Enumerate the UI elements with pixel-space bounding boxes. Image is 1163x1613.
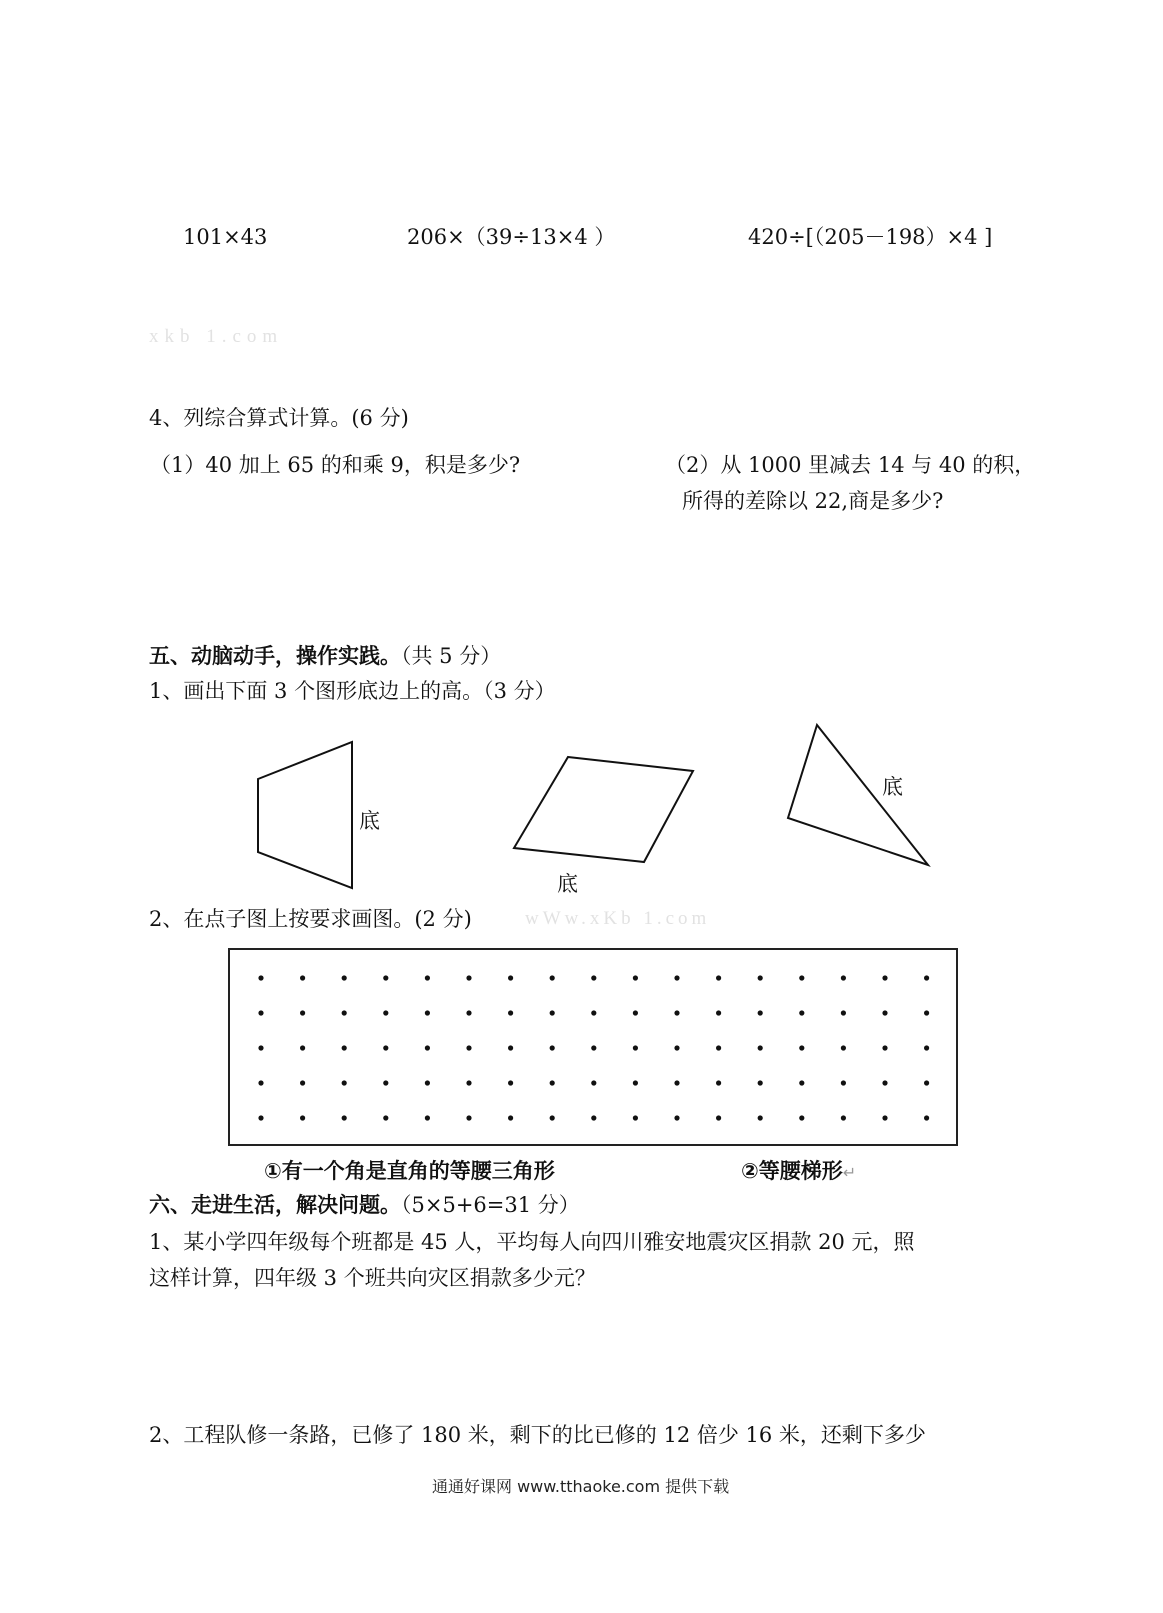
grid-dot[interactable] xyxy=(633,1115,638,1120)
trapezoid-base-label: 底 xyxy=(359,809,380,833)
grid-dot[interactable] xyxy=(924,1045,929,1050)
grid-dot[interactable] xyxy=(508,1010,513,1015)
grid-dot[interactable] xyxy=(799,1045,804,1050)
grid-dot[interactable] xyxy=(383,975,388,980)
grid-dot[interactable] xyxy=(799,1080,804,1085)
section4-question-2-line2: 所得的差除以 22,商是多少? xyxy=(682,489,944,513)
footer-credit: 通通好课网 www.tthaoke.com 提供下载 xyxy=(432,1477,730,1496)
section6-question-1-line1: 1、某小学四年级每个班都是 45 人，平均每人向四川雅安地震灾区捐款 20 元，照 xyxy=(149,1230,915,1254)
grid-dot[interactable] xyxy=(383,1115,388,1120)
section4-question-1: （1）40 加上 65 的和乘 9，积是多少? xyxy=(150,453,521,477)
grid-dot[interactable] xyxy=(342,1080,347,1085)
trapezoid-shape xyxy=(258,742,352,888)
grid-dot[interactable] xyxy=(425,1080,430,1085)
calc-expression-3: 420÷[（205－198）×4 ] xyxy=(748,225,993,249)
grid-dot[interactable] xyxy=(591,1045,596,1050)
grid-dot[interactable] xyxy=(841,975,846,980)
grid-dot[interactable] xyxy=(758,975,763,980)
grid-dot[interactable] xyxy=(924,1010,929,1015)
grid-dot[interactable] xyxy=(383,1010,388,1015)
grid-dot[interactable] xyxy=(508,1080,513,1085)
grid-dot[interactable] xyxy=(633,1010,638,1015)
grid-dot[interactable] xyxy=(425,1115,430,1120)
grid-dot[interactable] xyxy=(300,1010,305,1015)
grid-dot[interactable] xyxy=(758,1045,763,1050)
dot-caption-2 xyxy=(741,1161,856,1182)
grid-dot[interactable] xyxy=(924,1115,929,1120)
grid-dot[interactable] xyxy=(300,975,305,980)
grid-dot[interactable] xyxy=(674,1080,679,1085)
grid-dot[interactable] xyxy=(841,1045,846,1050)
section5-heading-score: （共 5 分） xyxy=(401,644,502,668)
grid-dot[interactable] xyxy=(342,975,347,980)
grid-dot[interactable] xyxy=(882,975,887,980)
grid-dot[interactable] xyxy=(466,975,471,980)
calc-expression-2: 206×（39÷13×4 ） xyxy=(407,225,616,249)
grid-dot[interactable] xyxy=(466,1045,471,1050)
dot-grid xyxy=(230,950,956,1144)
grid-dot[interactable] xyxy=(716,1080,721,1085)
grid-dot[interactable] xyxy=(633,1045,638,1050)
grid-dot[interactable] xyxy=(258,1080,263,1085)
grid-dot[interactable] xyxy=(258,1115,263,1120)
grid-dot[interactable] xyxy=(633,975,638,980)
grid-dot[interactable] xyxy=(425,1010,430,1015)
grid-dot[interactable] xyxy=(508,1045,513,1050)
grid-dot[interactable] xyxy=(300,1045,305,1050)
grid-dot[interactable] xyxy=(882,1080,887,1085)
section6-heading-score: （5×5+6=31 分） xyxy=(401,1193,580,1217)
grid-dot[interactable] xyxy=(550,975,555,980)
grid-dot[interactable] xyxy=(716,1115,721,1120)
grid-dot[interactable] xyxy=(300,1115,305,1120)
grid-dot[interactable] xyxy=(924,975,929,980)
grid-dot[interactable] xyxy=(716,975,721,980)
calc-expression-1: 101×43 xyxy=(183,225,268,249)
grid-dot[interactable] xyxy=(716,1010,721,1015)
grid-dot[interactable] xyxy=(882,1115,887,1120)
parallelogram-shape xyxy=(514,757,693,862)
grid-dot[interactable] xyxy=(591,1080,596,1085)
grid-dot[interactable] xyxy=(882,1010,887,1015)
grid-dot[interactable] xyxy=(591,975,596,980)
section6-question-1-line2: 这样计算，四年级 3 个班共向灾区捐款多少元？ xyxy=(149,1266,596,1290)
grid-dot[interactable] xyxy=(466,1115,471,1120)
triangle-shape xyxy=(788,725,928,865)
dot-caption-2-text: ②等腰梯形 xyxy=(741,1159,843,1183)
grid-dot[interactable] xyxy=(300,1080,305,1085)
section5-question-1: 1、画出下面 3 个图形底边上的高。（3 分） xyxy=(149,679,556,703)
grid-dot[interactable] xyxy=(258,975,263,980)
return-mark: ↵ xyxy=(842,1163,857,1182)
grid-dot[interactable] xyxy=(342,1010,347,1015)
grid-dot[interactable] xyxy=(591,1115,596,1120)
grid-dot[interactable] xyxy=(425,975,430,980)
grid-dot[interactable] xyxy=(841,1115,846,1120)
grid-dot[interactable] xyxy=(342,1045,347,1050)
section5-heading-title: 五、动脑动手，操作实践。 xyxy=(149,644,401,668)
grid-dot[interactable] xyxy=(799,1010,804,1015)
grid-dot[interactable] xyxy=(342,1115,347,1120)
dot-grid-box[interactable] xyxy=(228,948,958,1146)
grid-dot[interactable] xyxy=(466,1080,471,1085)
parallelogram-base-label: 底 xyxy=(557,872,578,896)
grid-dot[interactable] xyxy=(758,1115,763,1120)
grid-dot[interactable] xyxy=(425,1045,430,1050)
grid-dot[interactable] xyxy=(550,1080,555,1085)
grid-dot[interactable] xyxy=(841,1010,846,1015)
grid-dot[interactable] xyxy=(674,1010,679,1015)
grid-dot[interactable] xyxy=(508,975,513,980)
triangle-base-label: 底 xyxy=(882,775,903,799)
section6-heading-title: 六、走进生活，解决问题。 xyxy=(149,1193,401,1217)
section5-question-2: 2、在点子图上按要求画图。(2 分) xyxy=(149,907,472,931)
grid-dot[interactable] xyxy=(383,1045,388,1050)
grid-dot[interactable] xyxy=(674,975,679,980)
grid-dot[interactable] xyxy=(716,1045,721,1050)
dot-caption-1: ①有一个角是直角的等腰三角形 xyxy=(264,1159,555,1183)
grid-dot[interactable] xyxy=(466,1010,471,1015)
grid-dot[interactable] xyxy=(674,1045,679,1050)
grid-dot[interactable] xyxy=(882,1045,887,1050)
grid-dot[interactable] xyxy=(258,1045,263,1050)
grid-dot[interactable] xyxy=(758,1010,763,1015)
grid-dot[interactable] xyxy=(674,1115,679,1120)
grid-dot[interactable] xyxy=(258,1010,263,1015)
section6-question-2-line1: 2、工程队修一条路，已修了 180 米，剩下的比已修的 12 倍少 16 米，还剩下多少 xyxy=(149,1423,926,1447)
section4-heading: 4、列综合算式计算。(6 分) xyxy=(149,406,409,430)
grid-dot[interactable] xyxy=(508,1115,513,1120)
grid-dot[interactable] xyxy=(841,1080,846,1085)
grid-dot[interactable] xyxy=(383,1080,388,1085)
grid-dot[interactable] xyxy=(633,1080,638,1085)
grid-dot[interactable] xyxy=(550,1045,555,1050)
grid-dot[interactable] xyxy=(799,1115,804,1120)
grid-dot[interactable] xyxy=(799,975,804,980)
grid-dot[interactable] xyxy=(591,1010,596,1015)
section6-heading xyxy=(149,1195,580,1216)
watermark: xkb 1.com xyxy=(149,326,284,347)
section4-question-2-line1: （2）从 1000 里减去 14 与 40 的积， xyxy=(665,453,1036,477)
grid-dot[interactable] xyxy=(550,1010,555,1015)
watermark-2: wWw.xKb 1.com xyxy=(525,908,711,929)
grid-dot[interactable] xyxy=(924,1080,929,1085)
grid-dot[interactable] xyxy=(550,1115,555,1120)
grid-dot[interactable] xyxy=(758,1080,763,1085)
